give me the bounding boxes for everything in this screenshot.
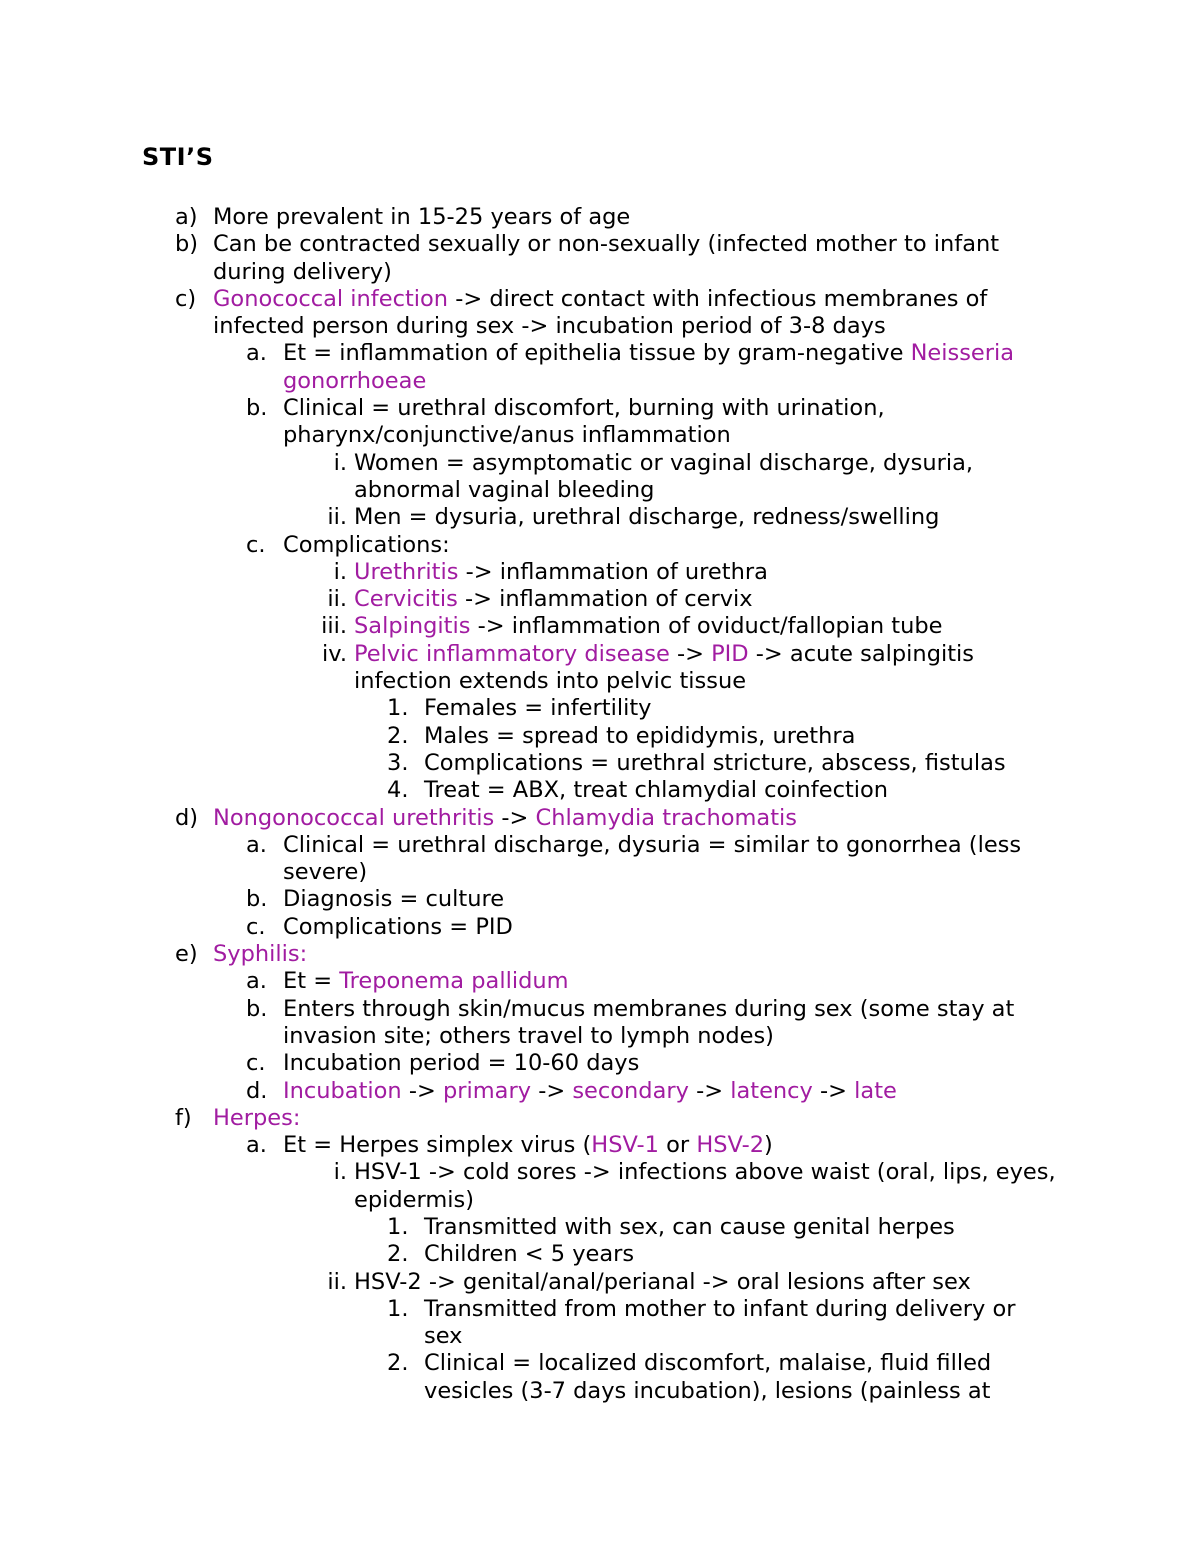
document-title: STI’S: [142, 143, 214, 171]
item-marker: d): [175, 804, 199, 831]
item-text: [213, 941, 1060, 968]
item-text: [354, 504, 1060, 531]
outline-item: [246, 1050, 1200, 1077]
item-text: [424, 695, 1060, 722]
text-segment: Can be contracted sexually or non-sexually (infected mother to infant during delivery): [213, 231, 1000, 285]
text-segment: Complications:: [283, 531, 450, 558]
item-text: [424, 723, 1060, 750]
text-segment: More prevalent in 15-25 years of age: [213, 204, 631, 230]
text-segment: Et =: [283, 968, 340, 995]
item-text: [213, 805, 1060, 832]
item-marker: a): [175, 204, 198, 230]
text-segment: HSV-1 -> cold sores -> infections above waist (oral, lips, eyes, epidermis): [354, 1159, 1056, 1213]
item-text: [424, 1350, 1060, 1405]
text-segment: ): [764, 1132, 773, 1159]
outline-item: [175, 285, 1200, 341]
item-text: [283, 914, 1060, 941]
text-segment: -> inflammation of urethra: [458, 558, 768, 585]
item-marker: 1.: [387, 1295, 409, 1322]
outline-item: [327, 586, 1200, 613]
item-marker: a.: [246, 1132, 267, 1159]
item-marker: i.: [333, 558, 347, 585]
item-text: [424, 750, 1060, 777]
outline-list: [0, 204, 1200, 1405]
outline-item: [333, 1159, 1200, 1214]
item-text: [283, 340, 1060, 395]
outline-item: [327, 504, 1200, 531]
text-segment: Diagnosis = culture: [283, 886, 505, 913]
item-marker: i.: [333, 1159, 347, 1186]
outline-item: [321, 613, 1200, 640]
item-marker: ii.: [327, 1268, 347, 1295]
item-marker: i.: [333, 449, 347, 476]
item-text: [354, 1159, 1060, 1214]
outline-item: [387, 1350, 1200, 1405]
text-segment: ->: [688, 1077, 731, 1104]
highlighted-term: late: [854, 1077, 897, 1104]
item-text: [283, 1132, 1060, 1159]
outline-item: [327, 1268, 1200, 1296]
text-segment: -> acute salpingitis infection extends into pelvic tissue: [354, 640, 975, 695]
item-text: [354, 641, 1060, 696]
highlighted-term: HSV-1: [591, 1132, 659, 1159]
item-text: [354, 613, 1060, 640]
outline-item: [246, 831, 1200, 887]
highlighted-term: Nongonococcal urethritis: [213, 804, 495, 831]
outline-item: [246, 913, 1200, 941]
text-segment: ->: [401, 1077, 443, 1104]
item-marker: c.: [246, 531, 266, 558]
item-marker: c): [175, 285, 197, 312]
text-segment: Transmitted from mother to infant during delivery or sex: [424, 1295, 1016, 1350]
item-marker: 1.: [387, 1213, 409, 1240]
item-marker: 2.: [387, 1350, 409, 1377]
item-text: [354, 586, 1060, 613]
item-text: [424, 777, 1060, 804]
highlighted-term: secondary: [572, 1077, 689, 1104]
item-marker: iii.: [321, 613, 347, 640]
outline-item: [387, 777, 1200, 804]
highlighted-term: Pelvic inflammatory disease: [354, 640, 670, 667]
outline-item: [246, 1077, 1200, 1105]
outline-item: [387, 1241, 1200, 1268]
item-marker: 1.: [387, 695, 409, 722]
item-marker: a.: [246, 831, 267, 858]
item-marker: a.: [246, 340, 267, 367]
item-text: [213, 1105, 1060, 1132]
item-text: [424, 1296, 1060, 1351]
outline-item: [387, 749, 1200, 777]
outline-item: [246, 995, 1200, 1051]
highlighted-term: primary: [442, 1077, 532, 1104]
highlighted-term: Neisseria gonorrhoeae: [283, 340, 1015, 394]
outline-item: [246, 968, 1200, 995]
item-text: [424, 1241, 1060, 1268]
text-segment: Et = inflammation of epithelia tissue by gram-negative: [283, 340, 911, 367]
item-marker: b.: [246, 395, 268, 422]
outline-item: [387, 1295, 1200, 1351]
outline-item: [175, 1104, 1200, 1132]
item-marker: ii.: [327, 504, 347, 531]
item-marker: c.: [246, 1050, 266, 1077]
highlighted-term: latency: [730, 1077, 813, 1104]
item-text: [283, 1078, 1060, 1105]
text-segment: Males = spread to epididymis, urethra: [424, 722, 856, 749]
highlighted-term: Herpes:: [213, 1104, 301, 1131]
item-text: [213, 231, 1060, 286]
outline-item: [333, 558, 1200, 586]
item-marker: b.: [246, 995, 268, 1022]
text-segment: Enters through skin/mucus membranes during sex (some stay at invasion site; others travel to lymph nodes): [283, 995, 1015, 1049]
highlighted-term: HSV-2: [696, 1132, 765, 1159]
text-segment: ->: [812, 1077, 855, 1104]
item-text: [283, 996, 1060, 1051]
outline-item: [246, 395, 1200, 450]
item-marker: f): [175, 1104, 192, 1131]
item-marker: b): [175, 231, 199, 258]
outline-item: [333, 449, 1200, 505]
text-segment: -> direct contact with infectious membranes of infected person during sex -> incubation period of 3-8 days: [213, 285, 988, 340]
text-segment: Complications = urethral stricture, abscess, fistulas: [424, 749, 1006, 776]
text-segment: or: [659, 1132, 697, 1159]
item-text: [354, 559, 1060, 586]
item-marker: c.: [246, 913, 266, 940]
text-segment: Females = infertility: [424, 695, 652, 722]
item-marker: d.: [246, 1077, 268, 1104]
outline-item: [175, 204, 1200, 231]
highlighted-term: Cervicitis: [354, 586, 458, 613]
highlighted-term: Chlamydia trachomatis: [535, 804, 798, 831]
item-marker: 2.: [387, 1241, 409, 1268]
item-text: [283, 886, 1060, 913]
item-marker: ii.: [327, 586, 347, 613]
text-segment: Children < 5 years: [424, 1241, 635, 1268]
item-marker: iv.: [322, 640, 347, 667]
item-text: [354, 450, 1060, 505]
highlighted-term: Incubation: [283, 1077, 402, 1104]
highlighted-term: Gonococcal infection: [213, 285, 449, 312]
text-segment: Et = Herpes simplex virus (: [283, 1132, 592, 1159]
item-text: [424, 1214, 1060, 1241]
outline-item: [387, 695, 1200, 722]
outline-item: [246, 340, 1200, 395]
highlighted-term: Syphilis:: [213, 941, 308, 968]
highlighted-term: Urethritis: [354, 558, 459, 585]
text-segment: -> inflammation of cervix: [457, 586, 753, 613]
text-segment: Complications = PID: [283, 913, 513, 940]
text-segment: Clinical = localized discomfort, malaise, fluid filled vesicles (3-7 days incubation), lesions (painless at: [424, 1350, 992, 1404]
outline-item: [246, 531, 1200, 559]
text-segment: ->: [531, 1077, 573, 1104]
outline-item: [175, 804, 1200, 832]
highlighted-term: Treponema pallidum: [339, 968, 569, 995]
item-text: [213, 204, 1060, 231]
item-marker: e): [175, 941, 198, 968]
text-segment: -> inflammation of oviduct/fallopian tube: [470, 613, 943, 640]
text-segment: Clinical = urethral discomfort, burning with urination, pharynx/conjunctive/anus inflammation: [283, 395, 885, 449]
text-segment: Clinical = urethral discharge, dysuria = similar to gonorrhea (less severe): [283, 831, 1022, 886]
item-text: [354, 1269, 1060, 1296]
outline-item: [387, 722, 1200, 750]
outline-item: [387, 1213, 1200, 1241]
text-segment: HSV-2 -> genital/anal/perianal -> oral lesions after sex: [354, 1268, 971, 1295]
item-text: [213, 286, 1060, 341]
item-marker: 2.: [387, 722, 409, 749]
text-segment: ->: [494, 804, 536, 831]
text-segment: Transmitted with sex, can cause genital herpes: [424, 1213, 955, 1240]
item-text: [283, 968, 1060, 995]
item-marker: a.: [246, 968, 267, 995]
item-marker: b.: [246, 886, 268, 913]
text-segment: ->: [669, 640, 712, 667]
item-marker: 3.: [387, 749, 409, 776]
text-segment: Men = dysuria, urethral discharge, redness/swelling: [354, 504, 940, 531]
highlighted-term: Salpingitis: [354, 613, 471, 640]
outline-item: [246, 886, 1200, 913]
highlighted-term: PID: [711, 640, 749, 667]
outline-item: [322, 640, 1200, 696]
item-text: [283, 395, 1060, 450]
item-text: [283, 832, 1060, 887]
text-segment: Incubation period = 10-60 days: [283, 1050, 640, 1077]
text-segment: Women = asymptomatic or vaginal discharge, dysuria, abnormal vaginal bleeding: [354, 449, 974, 503]
outline-item: [246, 1132, 1200, 1159]
outline-item: [175, 231, 1200, 286]
text-segment: Treat = ABX, treat chlamydial coinfection: [424, 777, 889, 804]
item-text: [283, 532, 1060, 559]
item-marker: 4.: [387, 777, 409, 804]
outline-item: [175, 941, 1200, 968]
item-text: [283, 1050, 1060, 1077]
